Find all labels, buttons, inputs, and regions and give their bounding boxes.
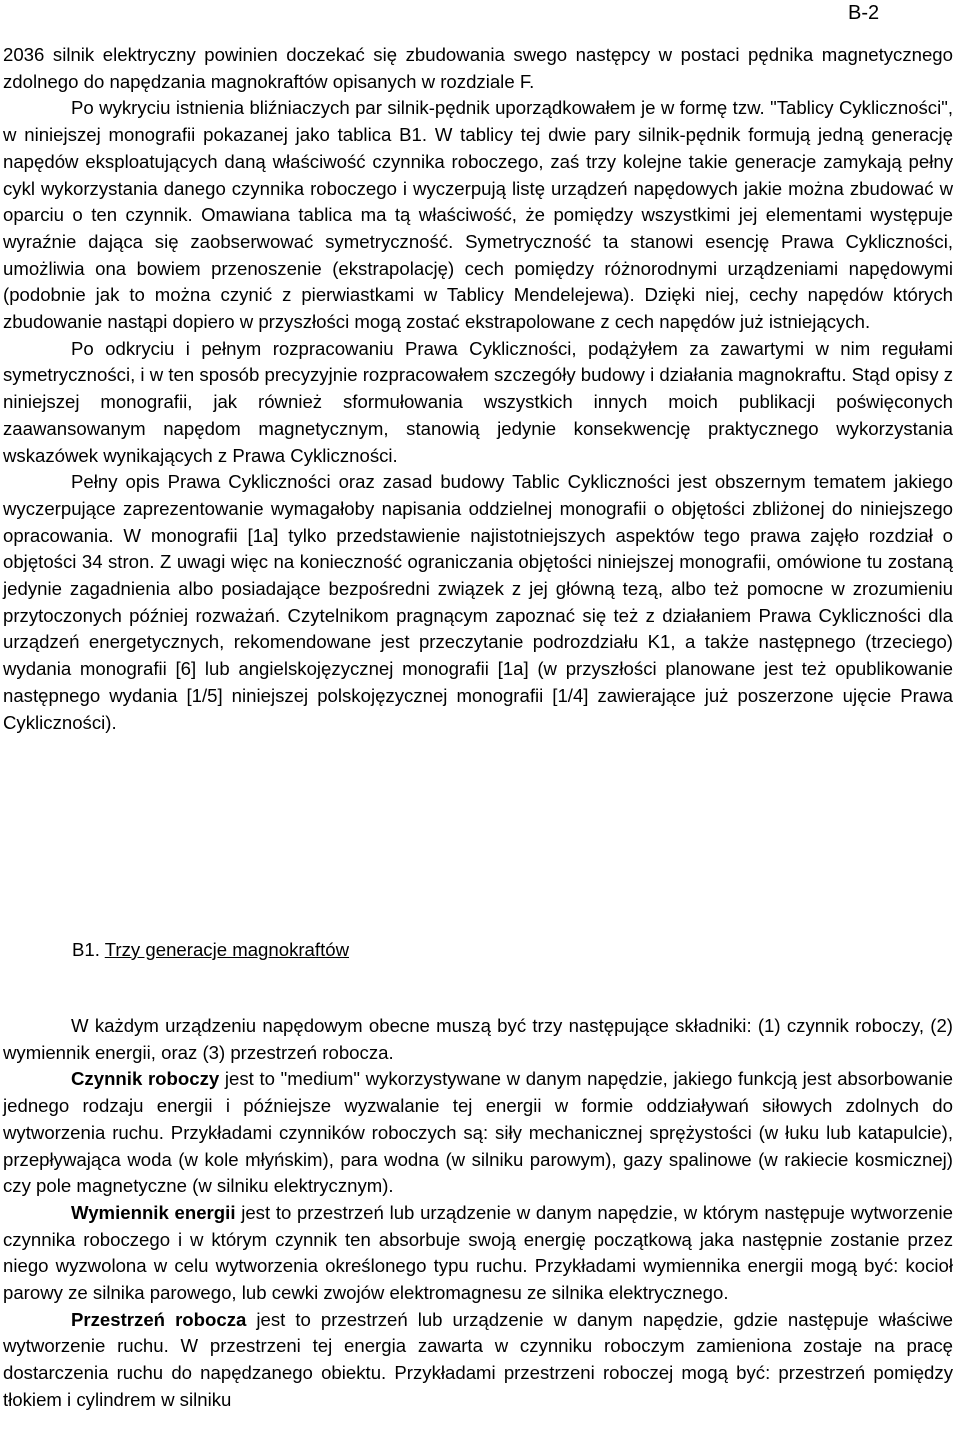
definition-term: Wymiennik energii bbox=[71, 1201, 236, 1223]
paragraph: Po odkryciu i pełnym rozpracowaniu Prawa Cykliczności, podążyłem za zawartymi w nim regułami symetryczności, i w ten sposób precyzyjnie rozpracowałem szczegóły budowy i działania magnokraftu. Stąd opisy z niniejszej monografii, jak również sformułowania wszystkich innych moich publikacji poświęconych zaawansowanym napędom magnetycznym, stanowią jedynie konsekwencję praktycznego wykorzystania wskazówek wynikających z Prawa Cykliczności. bbox=[3, 337, 953, 466]
definition-term: Przestrzeń robocza bbox=[71, 1308, 247, 1330]
definition-text: jest to "medium" wykorzystywane w danym napędzie, jakiego funkcją jest absorbowanie jednego rodzaju energii i późniejsze wyzwalanie tej energii w formie oddziaływań siłowych zdolnych do wytworzenia ruchu. Przykładami czynników roboczych są: siły mechanicznej sprężystości (w łuku lub katapulcie), przepływająca woda (w kole młyńskim), para wodna (w silniku parowym), gazy spalinowe (w rakiecie kosmicznej) czy pole magnetyczne (w silniku elektrycznym). bbox=[3, 1068, 953, 1197]
definition-term: Czynnik roboczy bbox=[71, 1068, 220, 1090]
paragraph: Po wykryciu istnienia bliźniaczych par silnik-pędnik uporządkowałem je w formę tzw. "Tablicy Cykliczności", w niniejszej monografii pokazanej jako tablica B1. W tablicy tej dwie pary silnik-pędnik formują jedną generację napędów eksploatujących daną właściwość czynnika roboczego, zaś trzy kolejne takie generacje zamykają pełny cykl wykorzystania danego czynnika roboczego i wyczerpują listę urządzeń napędowych jakie można zbudować w oparciu o ten czynnik. Omawiana tablica ma tą właściwość, że pomiędzy wszystkimi jej elementami występuje wyraźnie dająca się zaobserwować symetryczność. Symetryczność ta stanowi esencję Prawa Cykliczności, umożliwia ona bowiem przenoszenie (ekstrapolację) cech pomiędzy różnorodnymi urządzeniami napędowymi (podobnie jak to można czynić z pierwiastkami w Tablicy Mendelejewa). Dzięki niej, cechy napędów których zbudowanie nastąpi dopiero w przyszłości mogą zostać ekstrapolowane z cech napędów już istniejących. bbox=[3, 97, 953, 333]
definition-paragraph bbox=[3, 1307, 953, 1414]
body-text-section bbox=[3, 1013, 953, 1414]
section-title: Trzy generacje magnokraftów bbox=[104, 939, 349, 960]
definition-text: jest to przestrzeń lub urządzenie w danym napędzie, w którym następuje wytworzenie czynnika roboczego i w którym czynnik ten absorbuje swoją energię początkową jaka następnie zostanie przez niego wyzwolona w celu wytworzenia określonego typu ruchu. Przykładami wymiennika energii mogą być: kocioł parowy ze silnika parowego, lub cewki zwojów elektromagnesu ze silnika elektrycznego. bbox=[3, 1201, 953, 1304]
section-heading bbox=[72, 937, 349, 964]
body-text-top bbox=[3, 42, 953, 736]
section-number: B1. bbox=[72, 939, 100, 960]
definition-paragraph bbox=[3, 1066, 953, 1200]
definition-paragraph bbox=[3, 1200, 953, 1307]
paragraph: Pełny opis Prawa Cykliczności oraz zasad budowy Tablic Cykliczności jest obszernym tematem jakiego wyczerpujące zaprezentowanie wymagałoby napisania oddzielnej monografii o objętości zbliżonej do niniejszego opracowania. W monografii [1a] tylko przedstawienie najistotniejszych aspektów tego prawa zajęło rozdział o objętości 34 stron. Z uwagi więc na konieczność ograniczania objętości niniejszej monografii, omówione tu zostaną jedynie zagadnienia albo posiadające bezpośredni związek z jej główną tezą, albo też pomocne w zrozumieniu przytoczonych później rozważań. Czytelnikom pragnącym zapoznać się też z działaniem Prawa Cykliczności dla urządzeń energetycznych, rekomendowane jest przeczytanie podrozdziału K1, a także następnego (trzeciego) wydania monografii [6] lub angielskojęzycznej monografii [1a] (w przyszłości planowane jest też opublikowanie następnego wydania [1/5] niniejszej polskojęzycznej monografii [1/4] zawierające już poszerzone ujęcie Prawa Cykliczności). bbox=[3, 471, 953, 733]
intro-paragraph: W każdym urządzeniu napędowym obecne muszą być trzy następujące składniki: (1) czynnik roboczy, (2) wymiennik energii, oraz (3) przestrzeń robocza. bbox=[3, 1015, 953, 1063]
page-number: B-2 bbox=[848, 2, 880, 24]
definition-text: jest to przestrzeń lub urządzenie w danym napędzie, gdzie następuje właściwe wytworzenie ruchu. W przestrzeni tej energia zawarta w czynniku roboczym zamieniona zostaje na pracę dostarczenia ruchu do napędzanego obiektu. Przykładami przestrzeni roboczej mogą być: przestrzeń pomiędzy tłokiem i cylindrem w silniku bbox=[3, 1308, 953, 1410]
paragraph: 2036 silnik elektryczny powinien doczekać się zbudowania swego następcy w postaci pędnika magnetycznego zdolnego do napędzania magnokraftów opisanych w rozdziale F. bbox=[3, 44, 953, 92]
